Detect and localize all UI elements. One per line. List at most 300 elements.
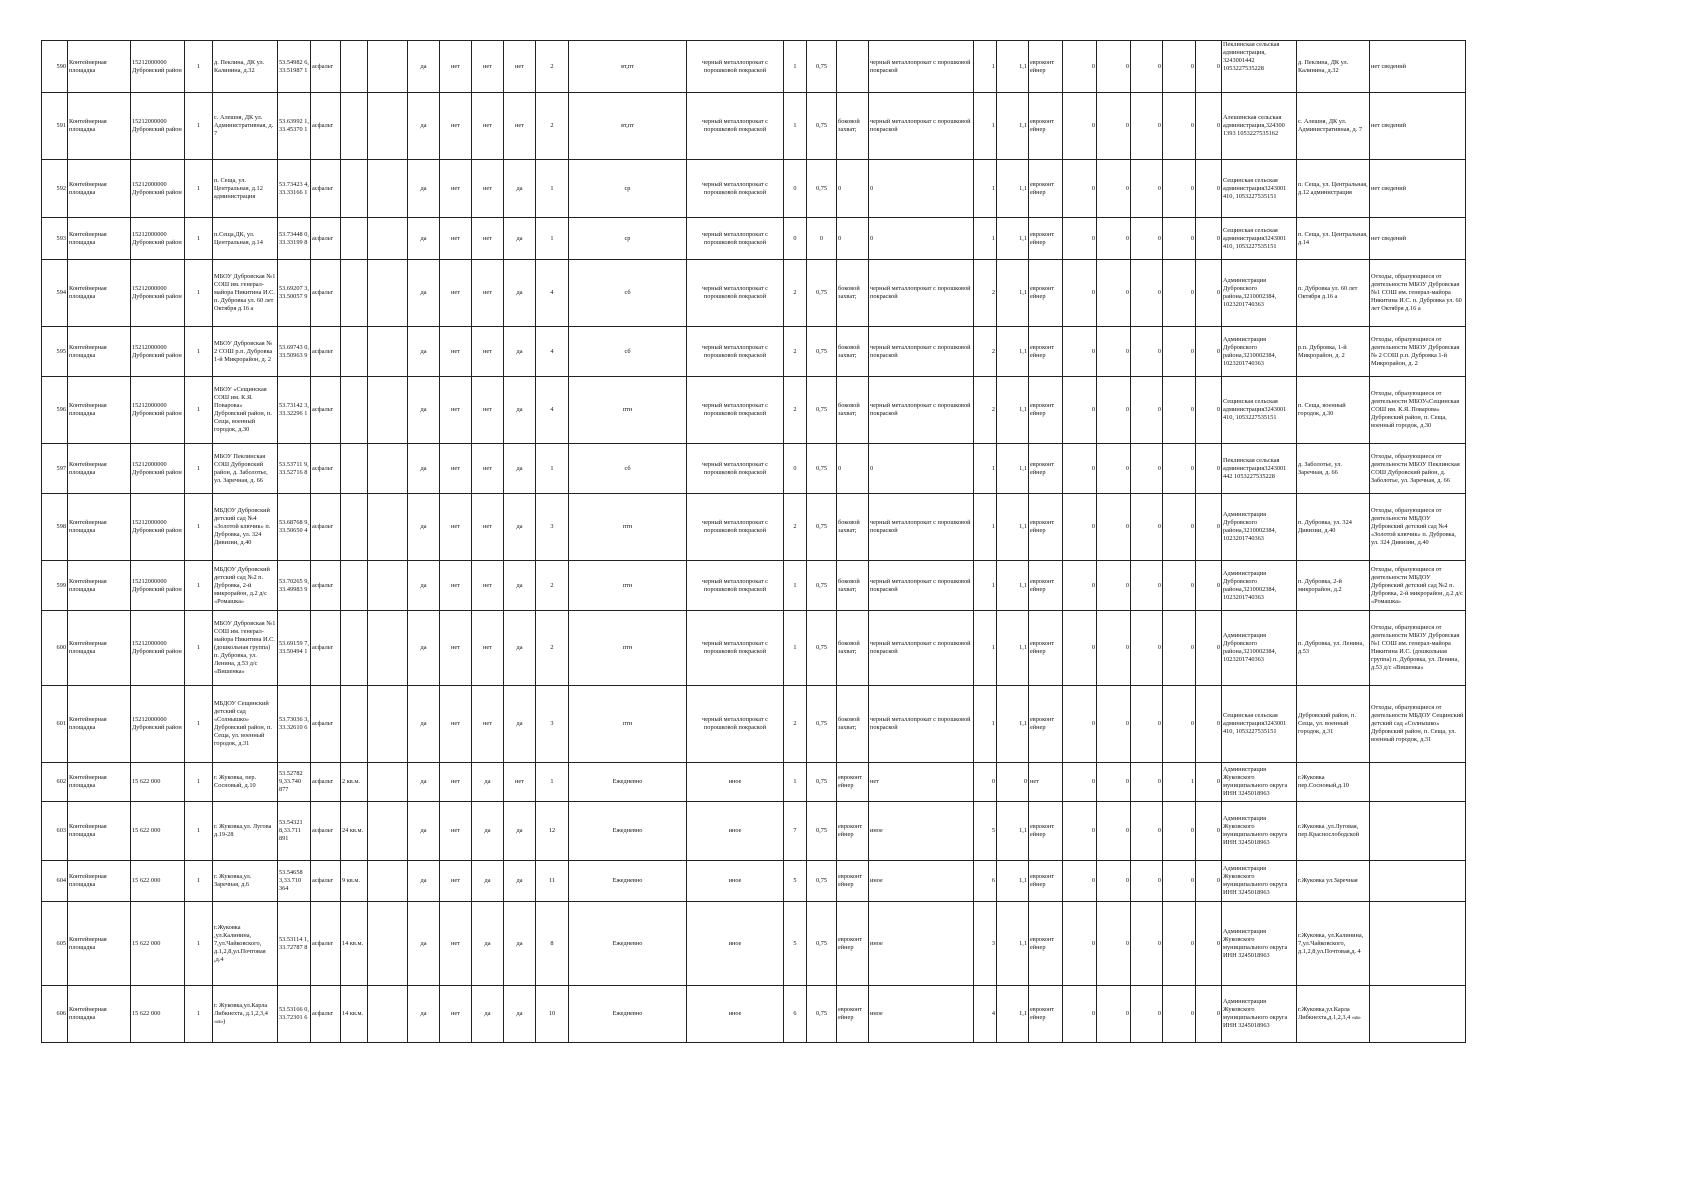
table-cell: евроконт ейнер <box>1029 260 1063 327</box>
table-cell: 0 <box>1196 218 1222 260</box>
table-cell: п. Дубровка ул. 60 лет Октября д.16 а <box>1297 260 1370 327</box>
table-cell: евроконт ейнер <box>1029 41 1063 93</box>
table-cell: 0 <box>1097 686 1131 763</box>
table-cell: 53.70265 9, 33.49983 9 <box>278 561 311 611</box>
table-cell: 0 <box>1063 444 1097 494</box>
table-cell: иное <box>687 861 784 902</box>
table-cell: 1 <box>974 93 997 160</box>
table-cell: 0 <box>1131 686 1163 763</box>
table-cell: Администрация Жуковского муниципального округа ИНН 3245018963 <box>1222 902 1297 986</box>
table-cell: 600 <box>42 611 68 686</box>
table-cell <box>341 327 368 377</box>
table-cell: да <box>408 41 440 93</box>
table-cell: Контейнерная площадка <box>68 802 131 861</box>
table-cell: да <box>472 861 504 902</box>
table-cell: 1,1 <box>997 260 1029 327</box>
table-cell: 12 <box>536 802 569 861</box>
table-cell: асфальт <box>311 377 341 444</box>
table-cell: 0 <box>1163 377 1196 444</box>
table-cell: асфальт <box>311 902 341 986</box>
table-cell: иное <box>687 763 784 802</box>
table-cell: 53.63992 1, 33.45370 1 <box>278 93 311 160</box>
table-cell: евроконт ейнер <box>1029 444 1063 494</box>
table-cell: 1 <box>536 160 569 218</box>
table-cell: 0 <box>1063 611 1097 686</box>
table-cell: 0 <box>1097 444 1131 494</box>
table-cell: евроконт ейнер <box>1029 802 1063 861</box>
table-cell: 0,75 <box>807 41 837 93</box>
table-cell: 53.68768 9, 33.50650 4 <box>278 494 311 561</box>
table-row <box>42 327 1466 377</box>
table-cell <box>368 444 408 494</box>
table-cell: 0 <box>1131 861 1163 902</box>
table-cell: Пеклинская сельская администрация, 3243001442 1053227535228 <box>1222 41 1297 93</box>
table-cell: 4 <box>536 260 569 327</box>
table-cell: 0 <box>1097 861 1131 902</box>
table-cell: Контейнерная площадка <box>68 41 131 93</box>
table-cell: 0 <box>869 160 974 218</box>
table-cell: 15212000000 Дубровский район <box>131 327 185 377</box>
table-cell: 1,1 <box>997 93 1029 160</box>
table-cell: 0 <box>1097 494 1131 561</box>
table-cell: нет <box>472 93 504 160</box>
table-cell: 606 <box>42 986 68 1043</box>
table-cell: 0 <box>1163 561 1196 611</box>
table-cell: Контейнерная площадка <box>68 763 131 802</box>
table-cell: нет <box>472 561 504 611</box>
table-cell: да <box>504 611 536 686</box>
table-cell: 598 <box>42 494 68 561</box>
table-cell: 0 <box>1063 763 1097 802</box>
table-cell: 1 <box>185 763 213 802</box>
table-cell: нет <box>472 327 504 377</box>
table-cell: черный металлопрокат с порошковой покраской <box>687 218 784 260</box>
table-cell: нет <box>504 93 536 160</box>
table-cell: черный металлопрокат с порошковой покраской <box>687 686 784 763</box>
table-cell: г. Жуковка,ул. Заречная, д.6 <box>213 861 278 902</box>
table-cell: 1 <box>974 561 997 611</box>
table-cell: Контейнерная площадка <box>68 861 131 902</box>
table-cell: 0 <box>1097 763 1131 802</box>
table-cell: нет <box>440 902 472 986</box>
table-cell: Контейнерная площадка <box>68 160 131 218</box>
table-cell: нет сведений <box>1370 218 1466 260</box>
table-cell: 53.53166 0, 33.72301 6 <box>278 986 311 1043</box>
table-cell: 0 <box>1063 160 1097 218</box>
table-cell: 0 <box>1163 861 1196 902</box>
table-cell: Контейнерная площадка <box>68 986 131 1043</box>
table-cell: 1 <box>185 986 213 1043</box>
table-cell: 0 <box>1196 327 1222 377</box>
table-cell: 0 <box>1097 160 1131 218</box>
table-cell: нет <box>440 561 472 611</box>
table-cell: 0 <box>1063 260 1097 327</box>
table-cell: 0 <box>784 160 807 218</box>
table-cell: 605 <box>42 902 68 986</box>
table-row <box>42 377 1466 444</box>
table-cell: нет <box>440 93 472 160</box>
table-cell: 1 <box>974 160 997 218</box>
table-cell: да <box>504 218 536 260</box>
table-cell: 0 <box>1196 377 1222 444</box>
table-cell: 53.54982 6, 33.51987 1 <box>278 41 311 93</box>
table-cell: черный металлопрокат с порошковой покраской <box>869 561 974 611</box>
table-cell: 15212000000 Дубровский район <box>131 494 185 561</box>
table-cell: Отходы, образующиеся от деятельности МБДОУ Дубровский детский сад №4 «Золотой ключик» п. Дубровка, ул. 324 Дивизии, д.40 <box>1370 494 1466 561</box>
table-cell: да <box>504 861 536 902</box>
table-cell: Отходы, образующиеся от деятельности МБОУ Дубровская № 2 СОШ р.п. Дубровка 1-й Микрорайон, д. 2 <box>1370 327 1466 377</box>
table-cell: да <box>504 686 536 763</box>
table-cell: 0 <box>1097 93 1131 160</box>
table-cell <box>368 861 408 902</box>
table-row <box>42 802 1466 861</box>
table-cell: Сещинская сельская администрация3243001 410, 1053227535151 <box>1222 218 1297 260</box>
table-cell: 1,1 <box>997 327 1029 377</box>
table-cell: 15 622 000 <box>131 986 185 1043</box>
table-cell: 0 <box>1163 802 1196 861</box>
table-cell: 15212000000 Дубровский район <box>131 686 185 763</box>
table-cell: 604 <box>42 861 68 902</box>
table-cell: 0,75 <box>807 327 837 377</box>
table-cell <box>341 41 368 93</box>
table-cell <box>1370 802 1466 861</box>
table-cell <box>341 218 368 260</box>
table-cell: нет сведений <box>1370 93 1466 160</box>
table-cell: 0 <box>1196 686 1222 763</box>
table-cell: 1 <box>185 686 213 763</box>
table-cell: иное <box>687 802 784 861</box>
table-cell <box>341 494 368 561</box>
table-row <box>42 763 1466 802</box>
table-cell: вт,пт <box>569 93 687 160</box>
table-cell: 2 <box>784 377 807 444</box>
table-cell: 1 <box>185 93 213 160</box>
table-cell: 0 <box>1131 763 1163 802</box>
table-cell: МБОУ Дубровская №1 СОШ им. генерал-майора Никитина И.С. (дошкольная группа) п. Дубровка, ул. Ленина, д.53 д/с «Вишенка» <box>213 611 278 686</box>
table-cell: евроконт ейнер <box>1029 160 1063 218</box>
table-cell: асфальт <box>311 686 341 763</box>
table-cell: асфальт <box>311 444 341 494</box>
table-cell: 0 <box>1097 986 1131 1043</box>
table-cell: 0,75 <box>807 260 837 327</box>
table-cell: 0 <box>1097 218 1131 260</box>
table-cell: 2 <box>536 93 569 160</box>
table-cell: черный металлопрокат с порошковой покраской <box>687 561 784 611</box>
table-cell: 53.73142 3, 33.32296 1 <box>278 377 311 444</box>
table-cell: черный металлопрокат с порошковой покраской <box>869 686 974 763</box>
table-cell: да <box>408 494 440 561</box>
table-cell: 0 <box>1196 260 1222 327</box>
table-cell: евроконт ейнер <box>837 902 869 986</box>
table-cell: 1,1 <box>997 561 1029 611</box>
table-cell: 0,75 <box>807 160 837 218</box>
table-cell: нет <box>440 327 472 377</box>
table-cell: 15212000000 Дубровский район <box>131 41 185 93</box>
table-cell: 1 <box>185 41 213 93</box>
table-cell: нет <box>440 41 472 93</box>
table-cell: да <box>408 160 440 218</box>
table-cell: 0 <box>1196 444 1222 494</box>
table-cell: 7 <box>784 802 807 861</box>
table-cell: нет <box>869 763 974 802</box>
table-cell: 594 <box>42 260 68 327</box>
table-cell: 1 <box>784 561 807 611</box>
table-cell: да <box>408 763 440 802</box>
table-cell: 0 <box>1196 41 1222 93</box>
table-cell: Отходы, образующиеся от деятельности МБДОУ Дубровский детский сад №2 п. Дубровка, 2-й микрорайон, д.2 д/с «Ромашка» <box>1370 561 1466 611</box>
table-cell: 597 <box>42 444 68 494</box>
table-row <box>42 260 1466 327</box>
table-cell: 53.73036 3, 33.32610 6 <box>278 686 311 763</box>
table-cell: 1,1 <box>997 218 1029 260</box>
table-cell: 1 <box>185 861 213 902</box>
table-cell: 602 <box>42 763 68 802</box>
table-cell: 0 <box>1097 41 1131 93</box>
table-cell: 0 <box>1063 686 1097 763</box>
table-cell: Контейнерная площадка <box>68 561 131 611</box>
table-row <box>42 444 1466 494</box>
table-cell: 590 <box>42 41 68 93</box>
table-cell: евроконт ейнер <box>1029 611 1063 686</box>
table-cell: 0 <box>1097 802 1131 861</box>
table-cell: г.Жуковка ,ул.Калинина, 7,ул.Чайковского, д.1,2,8,ул.Почтовая ,д.4 <box>213 902 278 986</box>
table-cell: 15212000000 Дубровский район <box>131 561 185 611</box>
table-cell: Контейнерная площадка <box>68 444 131 494</box>
table-cell: нет <box>440 218 472 260</box>
table-cell: 1,1 <box>997 802 1029 861</box>
table-cell: 3 <box>536 686 569 763</box>
table-cell: иное <box>869 902 974 986</box>
table-cell: 0,75 <box>807 93 837 160</box>
table-cell <box>1370 902 1466 986</box>
table-cell: 5 <box>784 902 807 986</box>
table-cell: да <box>408 218 440 260</box>
table-cell: 1,1 <box>997 160 1029 218</box>
table-cell: 595 <box>42 327 68 377</box>
table-cell: боковой захват; <box>837 260 869 327</box>
table-cell <box>1370 986 1466 1043</box>
table-cell: асфальт <box>311 986 341 1043</box>
table-cell: Администрация Дубровского района,3210002384, 1023201740363 <box>1222 561 1297 611</box>
table-cell: 0 <box>1063 377 1097 444</box>
table-cell: Контейнерная площадка <box>68 327 131 377</box>
table-cell <box>368 686 408 763</box>
table-cell: нет <box>504 763 536 802</box>
table-cell <box>368 160 408 218</box>
table-cell <box>341 611 368 686</box>
table-cell: п. Дубровка, 2-й микрорайон, д.2 <box>1297 561 1370 611</box>
table-cell: 1 <box>974 41 997 93</box>
table-cell: г.Жуковка пер.Сосновый,д.10 <box>1297 763 1370 802</box>
table-cell: да <box>504 444 536 494</box>
table-cell: п. Сеща, ул. Центральная, д.14 <box>1297 218 1370 260</box>
table-cell: 2 <box>536 611 569 686</box>
table-cell <box>368 902 408 986</box>
table-row <box>42 611 1466 686</box>
table-cell: 2 <box>974 377 997 444</box>
table-cell: черный металлопрокат с порошковой покраской <box>687 444 784 494</box>
table-cell: черный металлопрокат с порошковой покраской <box>869 327 974 377</box>
table-cell: 0 <box>1063 802 1097 861</box>
table-cell: 53.73448 0, 33.33199 8 <box>278 218 311 260</box>
table-cell: 591 <box>42 93 68 160</box>
table-cell: 15212000000 Дубровский район <box>131 611 185 686</box>
table-cell: нет <box>440 802 472 861</box>
table-cell: евроконт ейнер <box>1029 686 1063 763</box>
table-cell: 0 <box>1097 377 1131 444</box>
table-cell: 0 <box>869 444 974 494</box>
table-cell: 0,75 <box>807 986 837 1043</box>
table-cell: евроконт ейнер <box>1029 327 1063 377</box>
table-cell: да <box>504 494 536 561</box>
table-cell: 53.54321 8,33.711 891 <box>278 802 311 861</box>
table-cell: 0 <box>997 763 1029 802</box>
table-cell: да <box>472 763 504 802</box>
table-cell: птн <box>569 686 687 763</box>
table-cell: нет <box>440 611 472 686</box>
table-cell: 0 <box>1063 861 1097 902</box>
table-cell: 0,75 <box>807 444 837 494</box>
table-cell: 6 <box>784 986 807 1043</box>
table-cell: да <box>472 902 504 986</box>
table-cell: черный металлопрокат с порошковой покраской <box>869 377 974 444</box>
table-cell: 4 <box>536 327 569 377</box>
table-cell: черный металлопрокат с порошковой покраской <box>687 41 784 93</box>
table-cell: ср <box>569 218 687 260</box>
table-row <box>42 160 1466 218</box>
table-cell: асфальт <box>311 611 341 686</box>
table-cell: 1 <box>974 218 997 260</box>
table-cell: 0 <box>1063 986 1097 1043</box>
table-cell: нет <box>440 160 472 218</box>
table-cell: 0,75 <box>807 686 837 763</box>
table-cell: р.п. Дубровка, 1-й Микрорайон, д. 2 <box>1297 327 1370 377</box>
table-cell: евроконт ейнер <box>1029 218 1063 260</box>
table-cell: 0 <box>1063 218 1097 260</box>
table-cell: с. Алешня, ДК ул. Административная, д. 7 <box>1297 93 1370 160</box>
table-cell: асфальт <box>311 41 341 93</box>
table-cell: да <box>504 260 536 327</box>
table-row <box>42 93 1466 160</box>
table-cell: 0 <box>1097 260 1131 327</box>
table-cell: боковой захват; <box>837 327 869 377</box>
table-cell: нет <box>440 686 472 763</box>
table-cell: МБДОУ Сещинский детский сад «Солнышко» Дубровский район, п. Сеща, ул. военный городок, д.31 <box>213 686 278 763</box>
table-cell: Контейнерная площадка <box>68 686 131 763</box>
table-cell: 53.69743 0, 33.50963 9 <box>278 327 311 377</box>
table-cell: 5 <box>784 861 807 902</box>
table-cell: боковой захват; <box>837 686 869 763</box>
table-cell: 0 <box>1131 444 1163 494</box>
table-cell: 15 622 000 <box>131 861 185 902</box>
table-cell: боковой захват; <box>837 611 869 686</box>
table-cell: 0 <box>1163 902 1196 986</box>
table-cell: да <box>408 561 440 611</box>
table-cell: 0 <box>1063 561 1097 611</box>
table-cell: 1,1 <box>997 377 1029 444</box>
table-cell: 1,1 <box>997 686 1029 763</box>
table-cell: нет <box>440 444 472 494</box>
table-cell: 0 <box>974 763 997 802</box>
table-cell: сб <box>569 260 687 327</box>
table-cell: г. Жуковка,ул. Лугова д.19-28 <box>213 802 278 861</box>
table-cell: 0 <box>1131 494 1163 561</box>
table-cell: 1 <box>185 802 213 861</box>
table-cell: г.Жуковка ул.Заречная <box>1297 861 1370 902</box>
table-cell <box>368 611 408 686</box>
table-cell: 0 <box>1131 986 1163 1043</box>
table-cell: да <box>408 686 440 763</box>
table-cell: 1 <box>185 494 213 561</box>
table-cell: Ежедневно <box>569 861 687 902</box>
table-cell: п. Дубровка, ул. 324 Дивизии, д.40 <box>1297 494 1370 561</box>
table-cell: боковой захват; <box>837 561 869 611</box>
table-cell: 10 <box>536 986 569 1043</box>
table-cell: 0,75 <box>807 902 837 986</box>
table-cell: 2 <box>784 686 807 763</box>
table-cell: евроконт ейнер <box>837 986 869 1043</box>
table-cell: 1 <box>536 218 569 260</box>
table-cell: нет <box>440 861 472 902</box>
table-row <box>42 861 1466 902</box>
table-cell: Администрация Дубровского района,3210002384, 1023201740363 <box>1222 327 1297 377</box>
table-cell: черный металлопрокат с порошковой покраской <box>869 93 974 160</box>
table-cell: птн <box>569 377 687 444</box>
table-cell: сб <box>569 327 687 377</box>
table-cell: евроконт ейнер <box>1029 494 1063 561</box>
table-cell: черный металлопрокат с порошковой покраской <box>687 611 784 686</box>
table-cell: Отходы, образующиеся от деятельности МБОУ Пеклинская СОШ Дубровский район, д. Заболотье, ул. Заречная, д. 66 <box>1370 444 1466 494</box>
table-cell: 603 <box>42 802 68 861</box>
table-cell: Дубровский район, п. Сеща, ул. военный городок, д.31 <box>1297 686 1370 763</box>
table-cell: да <box>504 986 536 1043</box>
table-cell: 0 <box>1063 494 1097 561</box>
table-cell: 9 кв.м. <box>341 861 368 902</box>
table-cell: сб <box>569 444 687 494</box>
table-cell: 4 <box>974 986 997 1043</box>
table-row <box>42 41 1466 93</box>
table-cell: 0 <box>1163 686 1196 763</box>
table-cell: черный металлопрокат с порошковой покраской <box>869 611 974 686</box>
table-cell: иное <box>869 986 974 1043</box>
table-cell: нет <box>472 494 504 561</box>
table-cell: Контейнерная площадка <box>68 494 131 561</box>
table-cell: да <box>504 802 536 861</box>
table-cell <box>341 160 368 218</box>
table-cell: д. Пеклина, ДК ул. Калинина, д.32 <box>213 41 278 93</box>
table-cell: да <box>408 377 440 444</box>
table-cell: г.Жуковка, ул.Калинина, 7,ул.Чайковского, д.1,2,8,ул.Почтовая,д. 4 <box>1297 902 1370 986</box>
table-cell <box>341 561 368 611</box>
table-cell: 0 <box>1163 327 1196 377</box>
table-cell: Контейнерная площадка <box>68 902 131 986</box>
table-cell <box>368 763 408 802</box>
table-cell: 0 <box>1097 561 1131 611</box>
table-cell: да <box>408 611 440 686</box>
table-cell: 15212000000 Дубровский район <box>131 377 185 444</box>
table-cell: 0 <box>784 444 807 494</box>
table-cell: 0 <box>1063 902 1097 986</box>
table-cell: асфальт <box>311 861 341 902</box>
table-cell: нет <box>472 444 504 494</box>
table-cell: асфальт <box>311 218 341 260</box>
table-cell: 15212000000 Дубровский район <box>131 260 185 327</box>
table-cell: 2 <box>784 494 807 561</box>
table-cell: 1,1 <box>997 41 1029 93</box>
table-cell: Администрация Дубровского района,3210002384, 1023201740363 <box>1222 494 1297 561</box>
table-cell: 15212000000 Дубровский район <box>131 160 185 218</box>
table-cell: ср <box>569 160 687 218</box>
